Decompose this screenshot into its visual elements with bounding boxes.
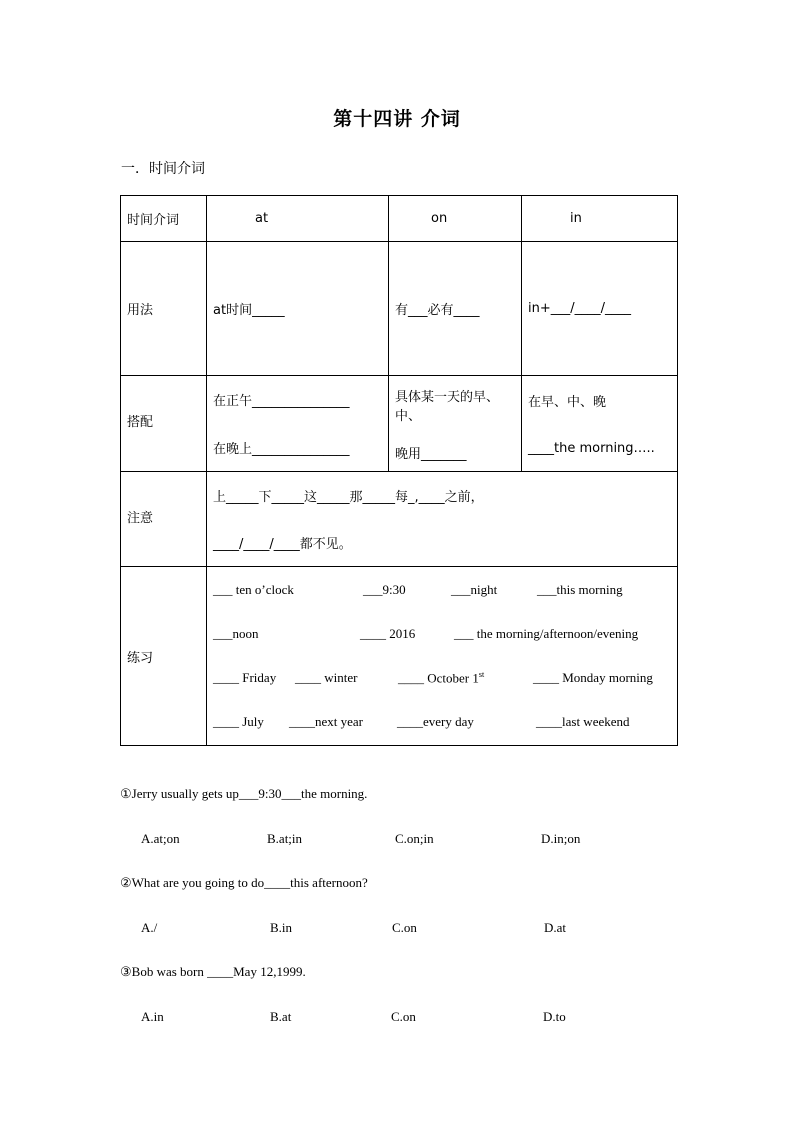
collocation-on-line1: 具体某一天的早、中、 bbox=[395, 389, 500, 424]
practice-item: ____ July bbox=[213, 714, 264, 729]
header-cell-on: on bbox=[389, 196, 522, 242]
practice-item: ____ 2016 bbox=[360, 626, 416, 641]
practice-item: ___9:30 bbox=[363, 582, 406, 597]
collocation-at-line2: 在晚上_______________ bbox=[213, 441, 350, 457]
question-2: ②What are you going to do____this afternoon? bbox=[120, 875, 368, 890]
collocation-at bbox=[207, 376, 389, 472]
option: C.on bbox=[392, 920, 417, 935]
row-label-practice: 练习 bbox=[121, 567, 207, 746]
collocation-on-line2: 晚用_______ bbox=[395, 446, 467, 462]
practice-item: ____every day bbox=[397, 714, 474, 729]
option: B.at;in bbox=[267, 831, 303, 846]
row-label-usage: 用法 bbox=[121, 242, 207, 376]
collocation-at-line1: 在正午_______________ bbox=[213, 394, 350, 410]
usage-in: in+___/____/____ bbox=[522, 242, 678, 376]
option: A.at;on bbox=[141, 831, 180, 846]
practice-item: ___this morning bbox=[537, 582, 623, 597]
practice-item: ___ the morning/afternoon/evening bbox=[454, 626, 639, 641]
practice-item: ____ Friday bbox=[213, 670, 277, 685]
option: D.to bbox=[543, 1009, 566, 1024]
usage-on: 有___必有____ bbox=[389, 242, 522, 376]
option: B.at bbox=[270, 1009, 292, 1024]
practice-item: ___night bbox=[451, 582, 498, 597]
table-row-note bbox=[121, 472, 678, 567]
collocation-in bbox=[522, 376, 678, 472]
practice-line-4 bbox=[213, 700, 671, 744]
practice-line-3 bbox=[213, 656, 671, 700]
table-row-usage bbox=[121, 242, 678, 376]
table-header-row bbox=[121, 196, 678, 242]
header-cell-in: in bbox=[522, 196, 678, 242]
practice-content bbox=[207, 567, 678, 746]
header-cell-at: at bbox=[207, 196, 389, 242]
section-heading: 一．时间介词 bbox=[121, 161, 205, 177]
option: D.at bbox=[544, 920, 567, 935]
note-content bbox=[207, 472, 678, 567]
question-1: ①Jerry usually gets up___9:30___the morning. bbox=[120, 786, 368, 801]
row-label-collocation: 搭配 bbox=[121, 376, 207, 472]
superscript-st: st bbox=[478, 669, 485, 679]
preposition-table bbox=[120, 195, 678, 746]
practice-line-2 bbox=[213, 612, 671, 656]
collocation-on bbox=[389, 376, 522, 472]
header-cell-label: 时间介词 bbox=[121, 196, 207, 242]
table-row-practice bbox=[121, 567, 678, 746]
practice-item: ____ October 1st bbox=[398, 669, 485, 686]
practice-item: ____ Monday morning bbox=[533, 670, 653, 685]
practice-item: ____ winter bbox=[295, 670, 358, 685]
practice-item: ___noon bbox=[213, 626, 259, 641]
practice-line-1 bbox=[213, 568, 671, 612]
table-row-collocation bbox=[121, 376, 678, 472]
option: C.on bbox=[391, 1009, 416, 1024]
practice-item: ____last weekend bbox=[536, 714, 630, 729]
row-label-note: 注意 bbox=[121, 472, 207, 567]
option: C.on;in bbox=[395, 831, 434, 846]
option: A./ bbox=[141, 920, 158, 935]
option: B.in bbox=[270, 920, 293, 935]
option: D.in;on bbox=[541, 831, 581, 846]
question-3: ③Bob was born ____May 12,1999. bbox=[120, 964, 306, 979]
option: A.in bbox=[141, 1009, 164, 1024]
note-line1: 上_____下_____这_____那_____每_,____之前， bbox=[213, 490, 484, 505]
note-line2: ____/____/____都不见。 bbox=[213, 537, 352, 552]
page-title: 第十四讲 介词 bbox=[333, 108, 461, 130]
collocation-in-line2: ____the morning….. bbox=[528, 440, 655, 456]
usage-at: at时间_____ bbox=[207, 242, 389, 376]
collocation-in-line1: 在早、中、晚 bbox=[528, 395, 607, 411]
practice-item: ___ ten o’clock bbox=[213, 582, 294, 597]
practice-item: ____next year bbox=[289, 714, 364, 729]
